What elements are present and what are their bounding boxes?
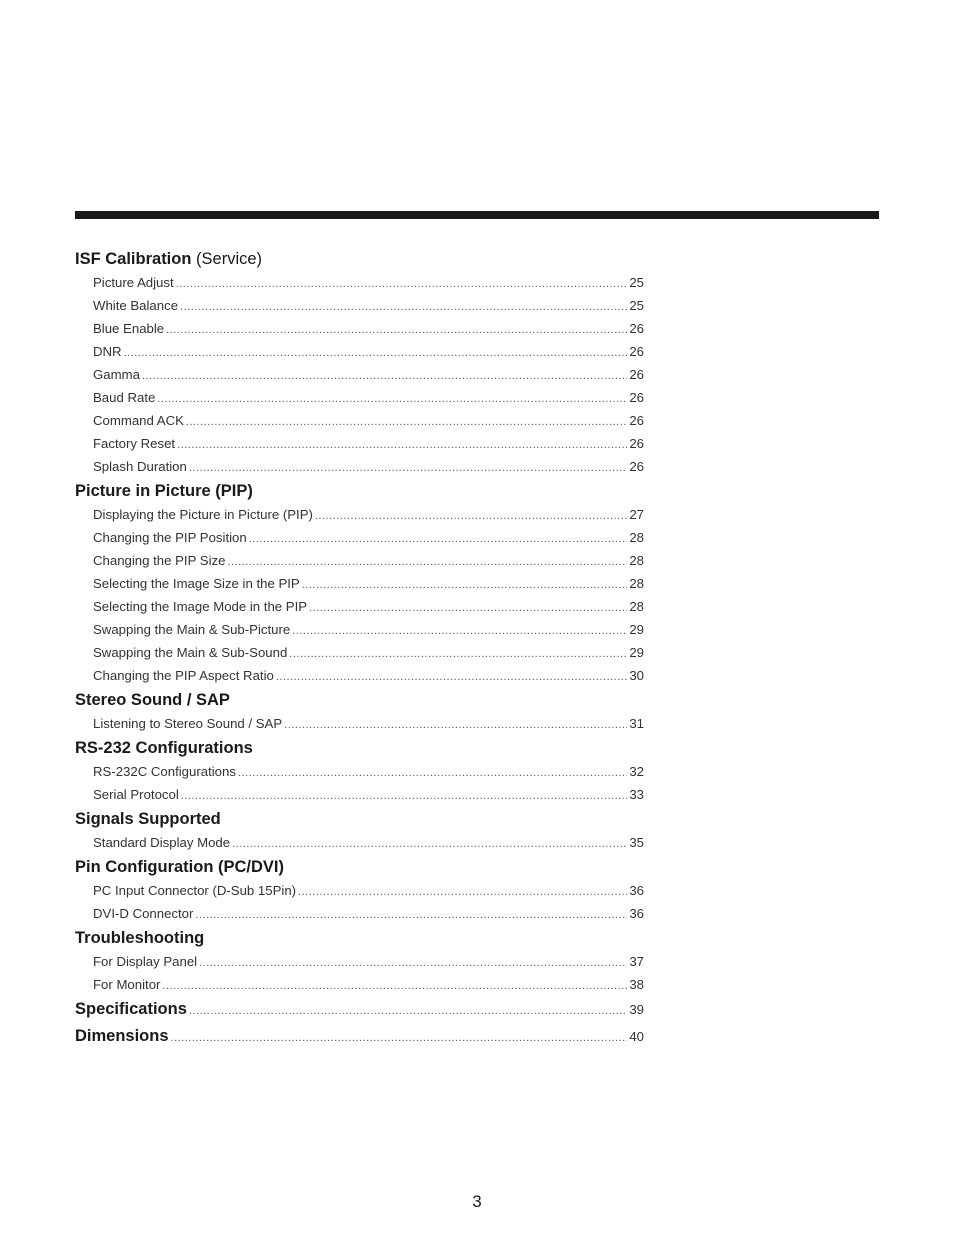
- toc-section-rs232: [75, 737, 644, 806]
- dot-leader: [284, 714, 627, 737]
- toc-entry-label: RS-232C Configurations: [93, 764, 236, 779]
- toc-entry[interactable]: [75, 902, 644, 925]
- toc-entry-label: Baud Rate: [93, 390, 156, 405]
- toc-section-stereo-sound: [75, 689, 644, 735]
- toc-entry-page: 35: [629, 835, 644, 850]
- toc-entry[interactable]: [75, 549, 644, 572]
- toc-entry[interactable]: [75, 783, 644, 806]
- toc-entry-page: 38: [629, 977, 644, 992]
- toc-entry-label: Listening to Stereo Sound / SAP: [93, 716, 283, 731]
- section-title: [75, 248, 644, 271]
- toc-entry-label: Displaying the Picture in Picture (PIP): [93, 507, 313, 522]
- toc-entry-page: 33: [629, 787, 644, 802]
- table-of-contents: [75, 246, 644, 1050]
- toc-entry-label: Changing the PIP Position: [93, 530, 247, 545]
- toc-entry-label: Blue Enable: [93, 321, 165, 336]
- toc-entry-page: 29: [629, 622, 644, 637]
- dot-leader: [232, 833, 627, 856]
- toc-entry[interactable]: [75, 271, 644, 294]
- toc-entry-label: White Balance: [93, 298, 179, 313]
- dot-leader: [227, 551, 627, 574]
- dot-leader: [189, 457, 627, 480]
- toc-entry-label: DVI-D Connector: [93, 906, 194, 921]
- section-title: Troubleshooting: [75, 929, 205, 947]
- dot-leader: [302, 574, 628, 597]
- section-title-text: ISF Calibration: [75, 250, 192, 268]
- toc-entry-page: 26: [629, 367, 644, 382]
- dot-leader: [181, 785, 628, 808]
- dot-leader: [199, 952, 627, 975]
- toc-section-signals: [75, 808, 644, 854]
- dot-leader: [249, 528, 628, 551]
- toc-entry[interactable]: [75, 432, 644, 455]
- toc-entry-label: Selecting the Image Size in the PIP: [93, 576, 300, 591]
- toc-entry[interactable]: [75, 340, 644, 363]
- toc-entry-label: Factory Reset: [93, 436, 176, 451]
- toc-section-pin-config: [75, 856, 644, 925]
- dot-leader: [289, 643, 627, 666]
- toc-entry-label: Swapping the Main & Sub-Sound: [93, 645, 288, 660]
- toc-entry[interactable]: [75, 712, 644, 735]
- dot-leader: [171, 1025, 628, 1052]
- toc-entry-page: 26: [629, 321, 644, 336]
- toc-entry[interactable]: [75, 831, 644, 854]
- toc-entry[interactable]: [75, 618, 644, 641]
- dot-leader: [276, 666, 627, 689]
- dot-leader: [124, 342, 628, 365]
- dot-leader: [292, 620, 627, 643]
- dot-leader: [162, 975, 627, 998]
- toc-entry-page: 25: [629, 298, 644, 313]
- toc-entry[interactable]: [75, 294, 644, 317]
- toc-entry-label: For Monitor: [93, 977, 161, 992]
- section-subtitle-text: (Service): [191, 250, 263, 268]
- toc-entry[interactable]: [75, 455, 644, 478]
- toc-entry[interactable]: [75, 386, 644, 409]
- toc-entry-page: 28: [629, 599, 644, 614]
- toc-entry-page: 27: [629, 507, 644, 522]
- toc-entry-page: 36: [629, 883, 644, 898]
- toc-entry-page: 28: [629, 530, 644, 545]
- toc-entry[interactable]: [75, 973, 644, 996]
- dot-leader: [157, 388, 627, 411]
- toc-entry-label: Serial Protocol: [93, 787, 179, 802]
- toc-entry-page: 26: [629, 413, 644, 428]
- toc-entry-page: 32: [629, 764, 644, 779]
- toc-entry-label: Splash Duration: [93, 459, 187, 474]
- section-title: Picture in Picture (PIP): [75, 482, 253, 500]
- section-title: Signals Supported: [75, 810, 221, 828]
- dot-leader: [315, 505, 627, 528]
- toc-top-entry-page: 40: [629, 1029, 644, 1044]
- toc-entry[interactable]: [75, 879, 644, 902]
- toc-entry-page: 28: [629, 553, 644, 568]
- toc-entry-page: 36: [629, 906, 644, 921]
- toc-section-troubleshooting: [75, 927, 644, 996]
- toc-entry-page: 26: [629, 436, 644, 451]
- dot-leader: [142, 365, 627, 388]
- toc-entry-label: Picture Adjust: [93, 275, 174, 290]
- toc-entry-page: 29: [629, 645, 644, 660]
- toc-entry-label: Swapping the Main & Sub-Picture: [93, 622, 291, 637]
- toc-entry[interactable]: [75, 572, 644, 595]
- toc-entry[interactable]: [75, 409, 644, 432]
- dot-leader: [189, 998, 627, 1025]
- toc-entry[interactable]: [75, 503, 644, 526]
- toc-entry-label: Gamma: [93, 367, 140, 382]
- toc-section-pip: [75, 480, 644, 687]
- toc-entry[interactable]: [75, 317, 644, 340]
- toc-entry-label: Changing the PIP Aspect Ratio: [93, 668, 274, 683]
- toc-entry-page: 31: [629, 716, 644, 731]
- toc-entry-label: Command ACK: [93, 413, 184, 428]
- toc-entry-page: 26: [629, 390, 644, 405]
- toc-top-entry-page: 39: [629, 1002, 644, 1017]
- section-title: RS-232 Configurations: [75, 739, 253, 757]
- dot-leader: [177, 434, 627, 457]
- dot-leader: [309, 597, 627, 620]
- header-rule: [75, 211, 879, 219]
- toc-entry-page: 28: [629, 576, 644, 591]
- toc-entry-label: Standard Display Mode: [93, 835, 231, 850]
- toc-section-isf-calibration: [75, 248, 644, 478]
- toc-entry[interactable]: [75, 526, 644, 549]
- toc-entry-page: 26: [629, 459, 644, 474]
- toc-top-entry-label: Specifications: [75, 1000, 187, 1018]
- toc-entry[interactable]: [75, 760, 644, 783]
- page-number: 3: [472, 1192, 482, 1211]
- toc-entry[interactable]: [75, 664, 644, 687]
- toc-entry-label: Changing the PIP Size: [93, 553, 226, 568]
- toc-entry-page: 25: [629, 275, 644, 290]
- dot-leader: [195, 904, 627, 927]
- dot-leader: [166, 319, 627, 342]
- toc-entry[interactable]: [75, 595, 644, 618]
- section-title: Pin Configuration (PC/DVI): [75, 858, 284, 876]
- toc-entry[interactable]: [75, 641, 644, 664]
- toc-entry-label: Selecting the Image Mode in the PIP: [93, 599, 308, 614]
- section-title: Stereo Sound / SAP: [75, 691, 230, 709]
- toc-top-entry-dimensions[interactable]: [75, 1023, 644, 1050]
- toc-entry-page: 26: [629, 344, 644, 359]
- toc-top-entry-label: Dimensions: [75, 1027, 169, 1045]
- dot-leader: [238, 762, 627, 785]
- toc-entry-page: 30: [629, 668, 644, 683]
- toc-entry-label: DNR: [93, 344, 122, 359]
- dot-leader: [298, 881, 627, 904]
- dot-leader: [180, 296, 627, 319]
- toc-entry-page: 37: [629, 954, 644, 969]
- toc-entry[interactable]: [75, 950, 644, 973]
- toc-entry-label: PC Input Connector (D-Sub 15Pin): [93, 883, 297, 898]
- dot-leader: [176, 273, 628, 296]
- toc-entry[interactable]: [75, 363, 644, 386]
- dot-leader: [186, 411, 627, 434]
- toc-top-entry-specifications[interactable]: [75, 996, 644, 1023]
- toc-entry-label: For Display Panel: [93, 954, 198, 969]
